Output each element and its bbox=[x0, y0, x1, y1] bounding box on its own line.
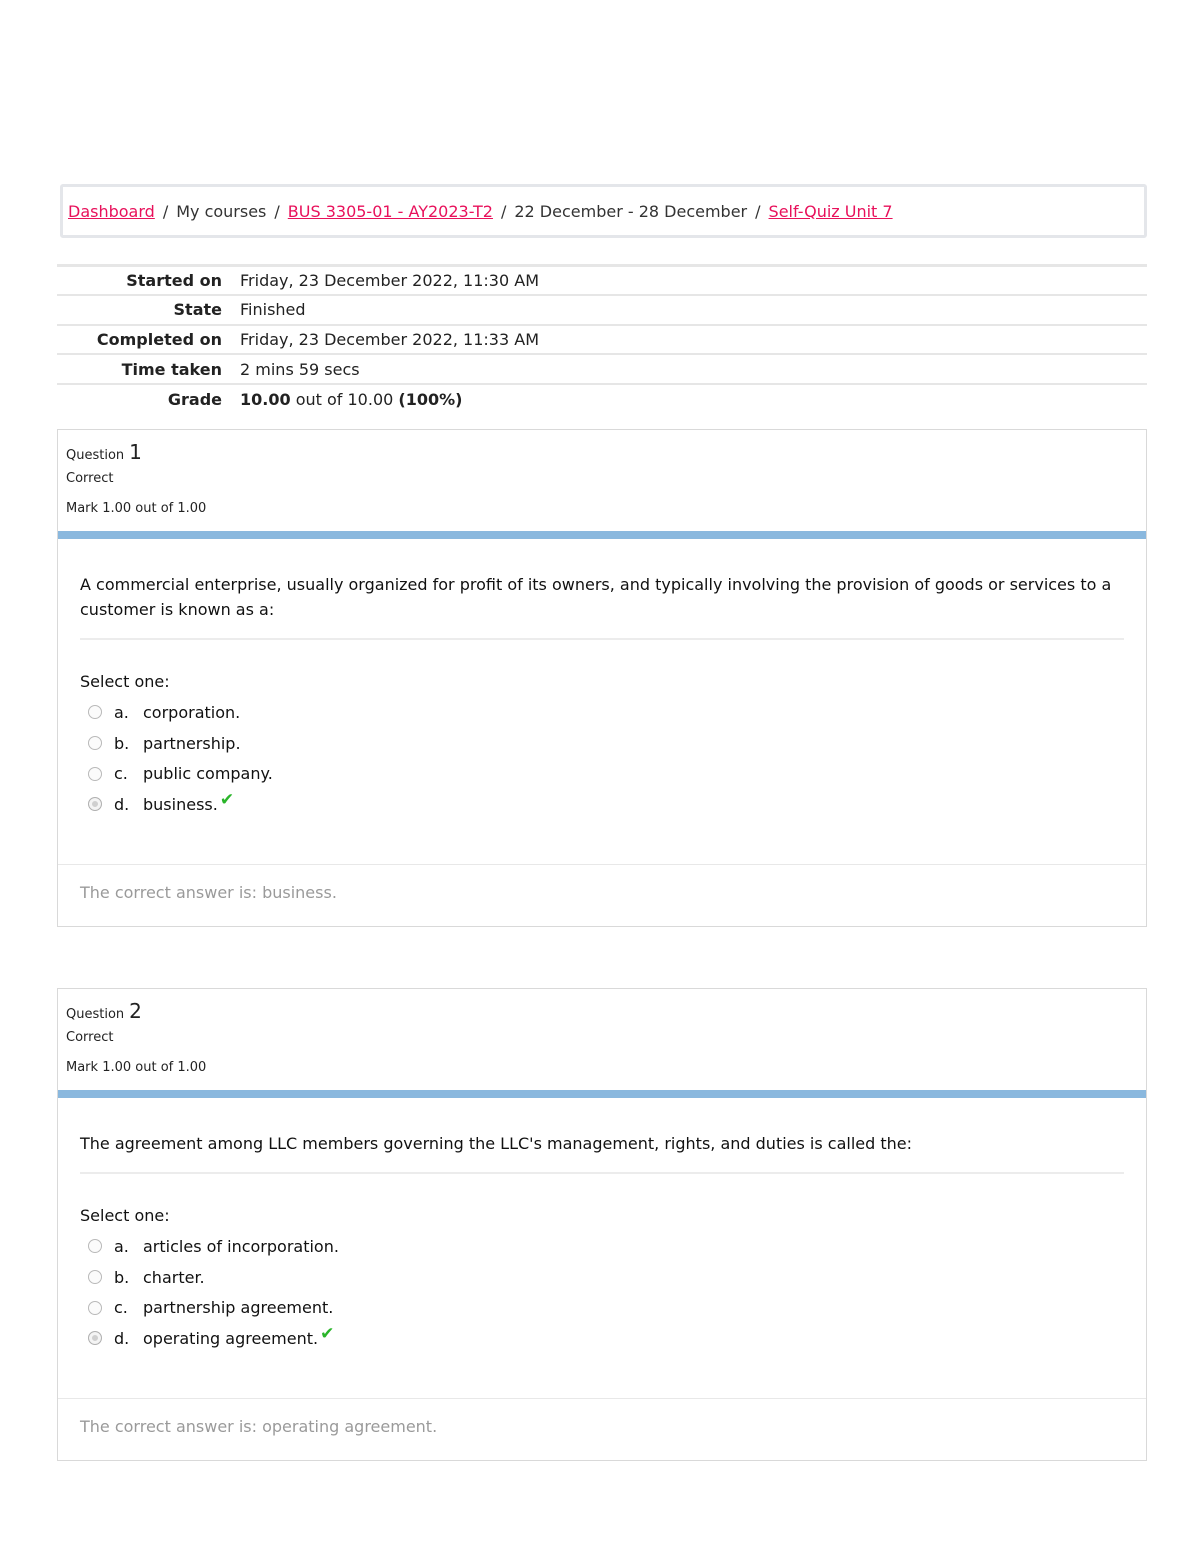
breadcrumb-quiz-link[interactable]: Self-Quiz Unit 7 bbox=[768, 201, 893, 221]
grade-percent: (100%) bbox=[398, 389, 463, 409]
question-text: A commercial enterprise, usually organized for profit of its owners, and typically involving the provision of goods or services to a customer is known as a: bbox=[80, 539, 1124, 640]
question-number bbox=[66, 440, 1138, 468]
question-1 bbox=[57, 429, 1147, 927]
answer-radio-b[interactable] bbox=[88, 736, 102, 750]
breadcrumb-separator: / bbox=[162, 201, 169, 221]
answer-option-a bbox=[80, 697, 1124, 728]
completed-value: Friday, 23 December 2022, 11:33 AM bbox=[240, 329, 539, 349]
answer-letter: b. bbox=[114, 1267, 130, 1287]
state-value: Finished bbox=[240, 300, 306, 320]
answer-text: partnership. bbox=[143, 733, 241, 753]
answer-letter: a. bbox=[114, 1236, 129, 1256]
answer-option-a bbox=[80, 1231, 1124, 1262]
answer-text: operating agreement. bbox=[143, 1328, 319, 1348]
breadcrumb-separator: / bbox=[274, 201, 280, 221]
question-formulation bbox=[58, 1090, 1146, 1398]
question-label: Question bbox=[66, 1007, 125, 1022]
answer-option-d bbox=[80, 1323, 1124, 1354]
question-number-value: 2 bbox=[129, 999, 142, 1023]
answer-list bbox=[80, 697, 1124, 820]
breadcrumb-separator: / bbox=[500, 201, 507, 221]
breadcrumb-course-link[interactable]: BUS 3305-01 - AY2023-T2 bbox=[287, 201, 493, 221]
question-number bbox=[66, 999, 1138, 1027]
check-icon: ✔ bbox=[219, 790, 235, 811]
time-taken-label: Time taken bbox=[121, 359, 222, 379]
answer-text: partnership agreement. bbox=[143, 1298, 334, 1318]
question-label: Question bbox=[66, 448, 125, 463]
answer-text: business. bbox=[143, 794, 218, 814]
breadcrumb-my-courses: My courses bbox=[176, 201, 267, 221]
select-one-prompt: Select one: bbox=[80, 1206, 170, 1225]
started-value: Friday, 23 December 2022, 11:30 AM bbox=[240, 271, 539, 291]
answer-radio-a[interactable] bbox=[88, 1239, 102, 1253]
answer-letter: c. bbox=[114, 1298, 128, 1318]
breadcrumb-dashboard-link[interactable]: Dashboard bbox=[68, 201, 155, 221]
question-feedback: The correct answer is: business. bbox=[58, 864, 1146, 926]
question-state: Correct bbox=[66, 1030, 114, 1045]
spacer bbox=[80, 820, 1124, 864]
question-text: The agreement among LLC members governing the LLC's management, rights, and duties is called the: bbox=[80, 1098, 1124, 1174]
answer-radio-d[interactable] bbox=[88, 797, 102, 811]
question-info bbox=[58, 989, 1146, 1090]
question-info bbox=[58, 430, 1146, 531]
summary-row-time bbox=[57, 354, 1147, 384]
question-number-value: 1 bbox=[129, 440, 142, 464]
breadcrumb bbox=[60, 184, 1147, 238]
question-formulation bbox=[58, 531, 1146, 864]
answer-radio-c[interactable] bbox=[88, 767, 102, 781]
answer-letter: c. bbox=[114, 764, 128, 784]
question-2 bbox=[57, 988, 1147, 1461]
answer-text: public company. bbox=[143, 764, 273, 784]
summary-row-state bbox=[57, 295, 1147, 325]
question-mark: Mark 1.00 out of 1.00 bbox=[66, 1060, 207, 1075]
completed-label: Completed on bbox=[96, 329, 222, 349]
summary-row-grade bbox=[57, 384, 1147, 414]
answer-option-c bbox=[80, 758, 1124, 789]
answer-radio-c[interactable] bbox=[88, 1301, 102, 1315]
summary-row-completed bbox=[57, 325, 1147, 355]
quiz-summary-table bbox=[57, 264, 1147, 413]
summary-row-started bbox=[57, 266, 1147, 296]
question-feedback: The correct answer is: operating agreement. bbox=[58, 1398, 1146, 1460]
answer-radio-a[interactable] bbox=[88, 705, 102, 719]
breadcrumb-week: 22 December - 28 December bbox=[514, 201, 748, 221]
answer-letter: d. bbox=[114, 794, 130, 814]
check-icon: ✔ bbox=[320, 1324, 335, 1345]
answer-letter: a. bbox=[114, 702, 129, 722]
started-label: Started on bbox=[126, 271, 222, 291]
grade-score: 10.00 bbox=[240, 389, 291, 409]
question-state: Correct bbox=[66, 471, 114, 486]
question-mark: Mark 1.00 out of 1.00 bbox=[66, 501, 207, 516]
grade-out-of: out of 10.00 bbox=[295, 389, 394, 409]
answer-option-b bbox=[80, 1262, 1124, 1293]
grade-label: Grade bbox=[167, 389, 222, 409]
time-taken-value: 2 mins 59 secs bbox=[240, 359, 360, 379]
answer-text: corporation. bbox=[143, 702, 241, 722]
answer-text: charter. bbox=[143, 1267, 205, 1287]
state-label: State bbox=[173, 300, 222, 320]
answer-option-c bbox=[80, 1292, 1124, 1323]
answer-text: articles of incorporation. bbox=[143, 1236, 339, 1256]
answer-option-d bbox=[80, 789, 1124, 820]
spacer bbox=[80, 1354, 1124, 1398]
select-one-prompt: Select one: bbox=[80, 672, 170, 691]
answer-list bbox=[80, 1231, 1124, 1354]
answer-letter: b. bbox=[114, 733, 130, 753]
answer-radio-b[interactable] bbox=[88, 1270, 102, 1284]
grade-value bbox=[230, 384, 1147, 414]
breadcrumb-separator: / bbox=[755, 201, 761, 221]
answer-radio-d[interactable] bbox=[88, 1331, 102, 1345]
answer-option-b bbox=[80, 728, 1124, 759]
answer-letter: d. bbox=[114, 1328, 130, 1348]
